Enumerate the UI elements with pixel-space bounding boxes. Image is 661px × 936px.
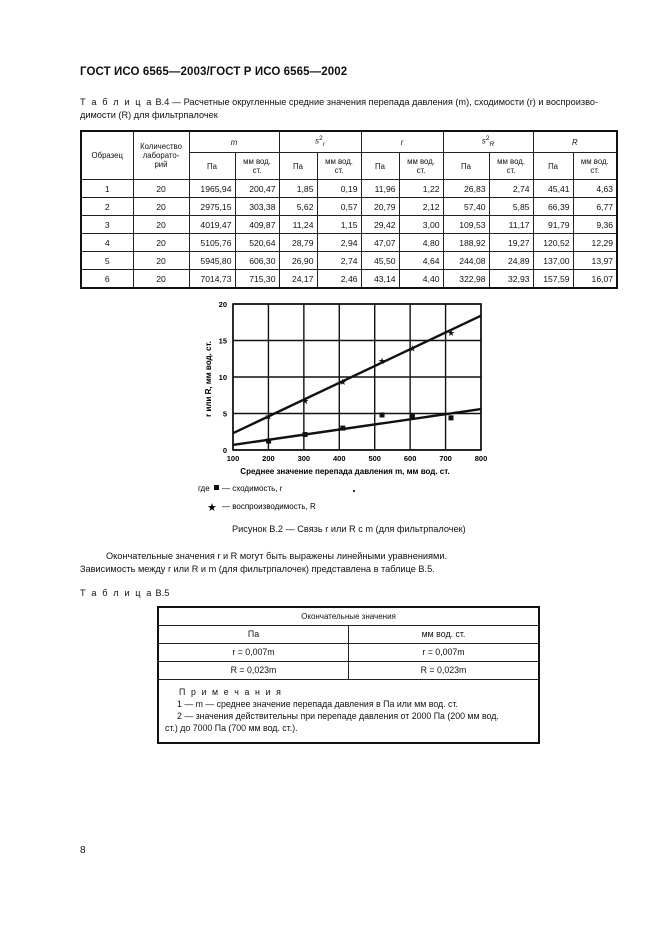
legend-prefix: где (198, 484, 210, 493)
legend-r-label: — сходимость, r (222, 484, 283, 493)
chart-fit-lines (233, 316, 481, 445)
table-b5-caption (80, 588, 169, 598)
x-tick-label: 700 (439, 454, 452, 463)
point-R: ★ (338, 377, 347, 388)
paragraph-line-1: Окончательные значения r и R могут быть выражены линейными уравнениями. (106, 551, 448, 561)
legend-star-icon: ★ (207, 502, 217, 514)
table-b5-notes (159, 680, 538, 742)
figure-caption: Рисунок В.2 — Связь r или R с m (для фильтрпалочек) (232, 524, 466, 534)
point-R: ★ (408, 343, 417, 354)
x-tick-label: 400 (333, 454, 346, 463)
col-pa: Па (247, 629, 260, 639)
R-pa: R = 0,023m (230, 665, 277, 675)
y-tick-label: 0 (222, 446, 227, 455)
chart-ylabel: r или R, мм вод. ст. (204, 341, 213, 417)
table-b5-title: Окончательные значения (159, 608, 538, 626)
col-sR2: $s^2_R$ (443, 131, 533, 153)
stray-dot (353, 490, 355, 492)
point-r (380, 412, 385, 417)
y-tick-label: 15 (218, 336, 227, 346)
paragraph-line-2: Зависимость между r или R и m (для фильтрпалочек) представлена в таблице В.5. (80, 563, 435, 574)
unit-mm: мм вод. ст. (399, 153, 443, 180)
r-pa: r = 0,007m (232, 647, 275, 657)
table-b4 (80, 130, 618, 289)
legend-square-icon (214, 485, 219, 490)
point-R: ★ (264, 411, 273, 422)
legend-R-label: — воспроизводимость, R (222, 502, 316, 511)
table-header-row (81, 131, 617, 153)
chart-ticks (219, 300, 488, 463)
table-b5 (157, 606, 540, 744)
point-r (266, 439, 271, 444)
document-header: ГОСТ ИСО 6565—2003/ГОСТ Р ИСО 6565—2002 (80, 66, 348, 78)
notes-title: П р и м е ч а н и я (179, 687, 283, 697)
x-tick-label: 100 (226, 454, 240, 463)
unit-mm: мм вод. ст. (235, 153, 279, 180)
point-R: ★ (446, 328, 456, 339)
R-mm: R = 0,023m (348, 662, 538, 679)
note-2a: 2 — значения действительны при перепаде давления от 2000 Па (200 мм вод. (177, 711, 499, 721)
col-sample: Образец (81, 131, 133, 180)
note-1: 1 — m — среднее значение перепада давления в Па или мм вод. ст. (177, 699, 458, 709)
table-row: 5 20 5945,80 606,30 26,90 2,74 45,50 4,64 244,08 24,89 137,00 13,97 (81, 252, 617, 270)
point-r (340, 426, 345, 431)
unit-pa: Па (443, 153, 489, 180)
unit-mm: мм вод. ст. (573, 153, 617, 180)
unit-mm: мм вод. ст. (489, 153, 533, 180)
x-tick-label: 300 (297, 454, 311, 463)
body-paragraph (80, 550, 626, 575)
col-mm: мм вод. ст. (348, 626, 538, 643)
x-tick-label: 500 (368, 454, 381, 463)
table-row: 6 20 7014,73 715,30 24,17 2,46 43,14 4,40 322,98 32,93 157,59 16,07 (81, 270, 617, 289)
point-r (448, 415, 453, 420)
x-tick-label: 800 (474, 454, 488, 463)
unit-pa: Па (279, 153, 317, 180)
table-header-row (159, 626, 538, 644)
table-row: 2 20 2975,15 303,38 5,62 0,57 20,79 2,12 57,40 5,85 66,39 6,77 (81, 198, 617, 216)
y-tick-label: 10 (218, 373, 227, 382)
x-tick-label: 600 (403, 454, 417, 463)
col-labs: Количество лаборато-рий (133, 131, 189, 180)
col-m: m (189, 131, 279, 153)
chart-xlabel: Среднее значение перепада давления m, мм вод. ст. (240, 467, 450, 476)
unit-pa: Па (189, 153, 235, 180)
unit-mm: мм вод. ст. (317, 153, 361, 180)
y-tick-label: 20 (218, 300, 227, 309)
table-b4-label: Т а б л и ц а (80, 97, 153, 107)
table-b4-title: В.4 — Расчетные округленные средние значения перепада давления (m), сходимости (r) и воспроизво- (155, 97, 599, 107)
point-r (410, 414, 415, 419)
point-R: ★ (301, 396, 310, 407)
col-R: R (533, 131, 617, 153)
note-2b: ст.) до 7000 Па (700 мм вод. ст.). (165, 723, 298, 733)
unit-pa: Па (361, 153, 399, 180)
figure-b2-chart (198, 298, 495, 522)
y-tick-label: 5 (222, 409, 227, 419)
table-b4-caption (80, 96, 620, 121)
r-mm: r = 0,007m (348, 644, 538, 661)
point-R: ★ (377, 355, 387, 366)
col-sr2: $s^2_r$ (279, 131, 361, 153)
table-row (159, 662, 538, 680)
table-row: 1 20 1965,94 200,47 1,85 0,19 11,96 1,22 26,83 2,74 45,41 4,63 (81, 180, 617, 198)
table-b5-number: В.5 (155, 588, 170, 598)
table-row: 4 20 5105,76 520,64 28,79 2,94 47,07 4,80 188,92 19,27 120,52 12,29 (81, 234, 617, 252)
chart-legend (198, 484, 355, 514)
point-r (303, 432, 308, 437)
table-b5-label: Т а б л и ц а (80, 588, 153, 598)
table-b4-title-line2: димости (R) для фильтрпалочек (80, 109, 218, 120)
unit-pa: Па (533, 153, 573, 180)
col-r: r (361, 131, 443, 153)
x-tick-label: 200 (262, 454, 275, 463)
table-row: 3 20 4019,47 409,87 11,24 1,15 29,42 3,00 109,53 11,17 91,79 9,36 (81, 216, 617, 234)
table-row (159, 644, 538, 662)
page-number: 8 (80, 845, 86, 856)
